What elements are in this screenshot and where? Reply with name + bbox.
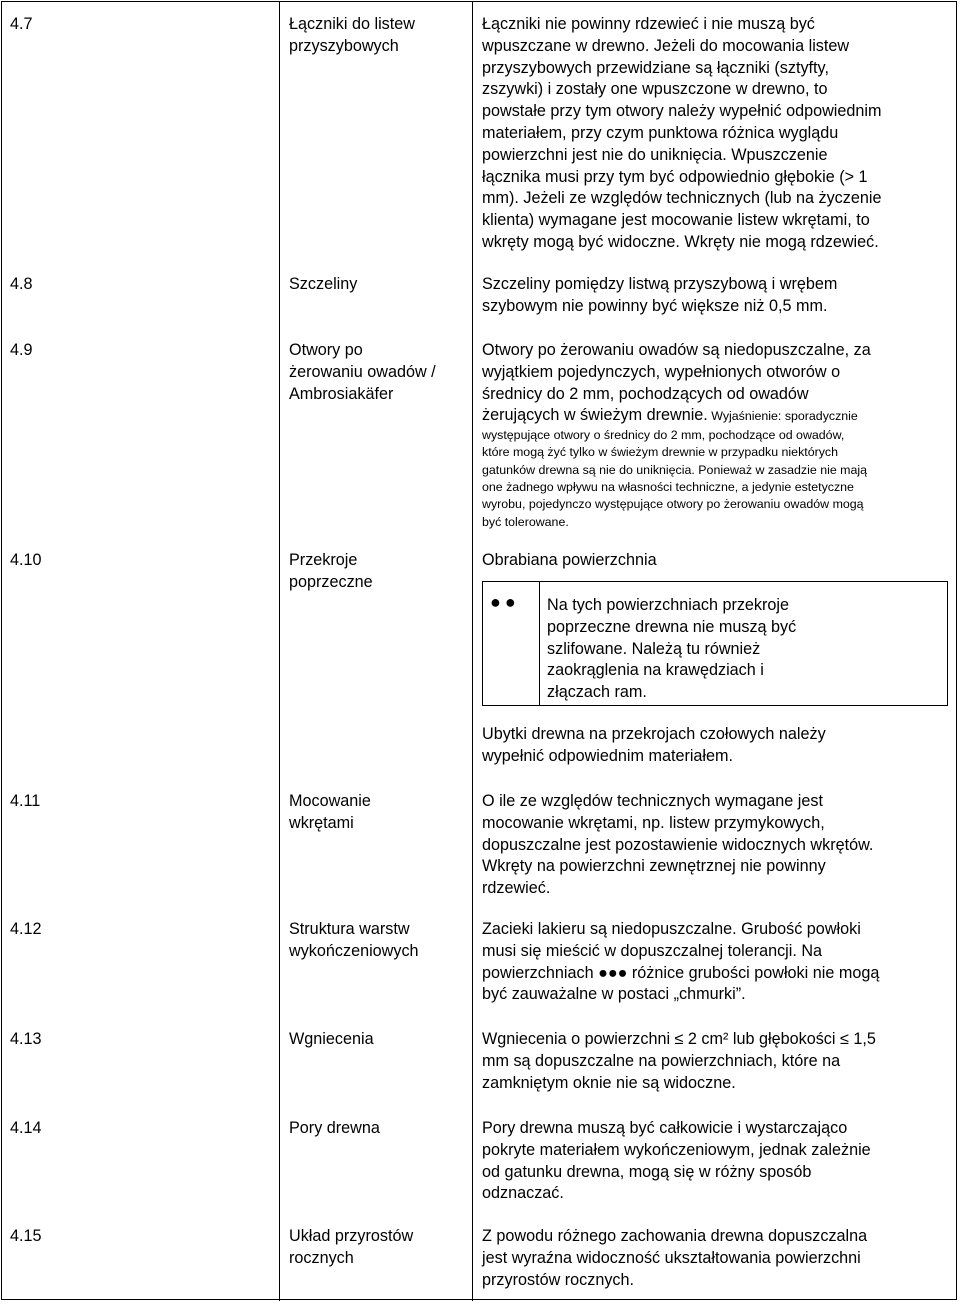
row-body xyxy=(482,1226,952,1291)
row-title-line: Otwory po xyxy=(289,341,363,359)
note-lead: Wyjaśnienie: sporadycznie xyxy=(707,409,858,424)
row-number: 4.9 xyxy=(10,341,33,359)
body-line: dopuszczalne jest pozostawienie widocznych wkrętów. xyxy=(482,835,874,854)
body-line: wyjątkiem pojedynczych, wypełnionych otworów o xyxy=(482,362,841,381)
surface-class-dots-icon: ●● xyxy=(490,592,520,612)
row-body xyxy=(482,340,952,531)
body-line: zamkniętym oknie nie są widoczne. xyxy=(482,1073,736,1092)
row-body-after xyxy=(482,724,952,768)
body-line: zszywki) i zostały one wpuszczone w drewno, to xyxy=(482,80,828,99)
row-title xyxy=(289,274,469,296)
row-title-line: żerowaniu owadów / xyxy=(289,362,436,381)
row-number: 4.11 xyxy=(10,792,41,810)
surface-class-box xyxy=(482,581,948,706)
body-line: szybowym nie powinny być większe niż 0,5 mm. xyxy=(482,296,828,315)
note-line: wyrobu, pojedynczo występujące otwory po żerowaniu owadów mogą xyxy=(482,497,864,512)
row-number: 4.12 xyxy=(10,920,42,938)
row-body xyxy=(482,274,952,318)
column-divider-2 xyxy=(472,1,473,1301)
note-line: być tolerowane. xyxy=(482,514,569,529)
row-title-line: rocznych xyxy=(289,1248,354,1267)
body-line: mm są dopuszczalne na powierzchniach, które na xyxy=(482,1051,841,1070)
body-line: mocowanie wkrętami, np. listew przymykowych, xyxy=(482,813,825,832)
row-title xyxy=(289,1029,469,1051)
body-line: Zacieki lakieru są niedopuszczalne. Grubość powłoki xyxy=(482,920,861,938)
body-line: musi się mieścić w dopuszczalnej tolerancji. Na xyxy=(482,941,823,960)
box-line: złączach ram. xyxy=(547,683,647,702)
row-title-line: poprzeczne xyxy=(289,572,373,591)
row-title xyxy=(289,1226,469,1270)
row-title-line: Szczeliny xyxy=(289,275,358,293)
body-line: pokryte materiałem wykończeniowym, jednak zależnie xyxy=(482,1140,871,1159)
body-line: Obrabiana powierzchnia xyxy=(482,551,657,569)
row-body xyxy=(482,791,952,900)
row-title xyxy=(289,550,469,594)
body-line: Szczeliny pomiędzy listwą przyszybową i wrębem xyxy=(482,275,838,293)
note-line: występujące otwory o średnicy do 2 mm, pochodzące od owadów, xyxy=(482,428,845,443)
body-line: mm). Jeżeli ze względów technicznych (lub na życzenie xyxy=(482,189,882,208)
row-body xyxy=(482,550,952,572)
row-title-line: Mocowanie xyxy=(289,792,371,810)
row-number: 4.14 xyxy=(10,1119,42,1137)
body-line: klienta) wymagane jest mocowanie listew wkrętami, to xyxy=(482,211,870,230)
row-title-line: Ambrosiakäfer xyxy=(289,384,394,403)
row-title xyxy=(289,14,469,58)
body-line: rdzewieć. xyxy=(482,879,551,898)
body-text: żerujących w świeżym drewnie. xyxy=(482,406,708,425)
row-number: 4.13 xyxy=(10,1030,42,1048)
body-line: materiałem, przy czym punktowa różnica wyglądu xyxy=(482,123,839,142)
body-line: powierzchniach ●●● różnice grubości powłoki nie mogą xyxy=(482,963,880,982)
row-title-line: Przekroje xyxy=(289,551,358,569)
column-divider-1 xyxy=(279,1,280,1301)
body-line: wpuszczane w drewno. Jeżeli do mocowania listew xyxy=(482,36,850,55)
note-text xyxy=(482,427,952,531)
body-line: przyrostów rocznych. xyxy=(482,1270,635,1289)
row-title-line: przyszybowych xyxy=(289,36,399,55)
row-title-line: Łączniki do listew xyxy=(289,15,415,33)
row-title-line: Struktura warstw xyxy=(289,920,410,938)
body-line: być zauważalne w postaci „chmurki”. xyxy=(482,985,746,1004)
row-body xyxy=(482,1029,952,1094)
note-line: gatunków drewna są nie do uniknięcia. Ponieważ w zasadzie nie mają xyxy=(482,462,868,477)
body-line: Łączniki nie powinny rdzewieć i nie muszą być xyxy=(482,15,815,33)
row-number: 4.15 xyxy=(10,1227,42,1245)
body-line: jest wyraźna widoczność ukształtowania powierzchni xyxy=(482,1248,861,1267)
row-title xyxy=(289,340,469,405)
body-line: łącznika musi przy tym być odpowiednio głębokie (> 1 xyxy=(482,167,868,186)
row-title-line: Wgniecenia xyxy=(289,1030,374,1048)
body-line: Wgniecenia o powierzchni ≤ 2 cm² lub głębokości ≤ 1,5 xyxy=(482,1030,876,1048)
row-title xyxy=(289,791,469,835)
row-number: 4.10 xyxy=(10,551,42,569)
row-number: 4.8 xyxy=(10,275,33,293)
body-line: wypełnić odpowiednim materiałem. xyxy=(482,746,734,765)
surface-class-text xyxy=(547,595,847,704)
body-line: Pory drewna muszą być całkowicie i wystarczająco xyxy=(482,1119,848,1137)
body-line: powstałe przy tym otwory należy wypełnić odpowiednim xyxy=(482,102,882,121)
body-line: Otwory po żerowaniu owadów są niedopuszczalne, za xyxy=(482,341,871,359)
row-body xyxy=(482,919,952,1006)
body-line: Ubytki drewna na przekrojach czołowych należy xyxy=(482,725,826,743)
row-body xyxy=(482,1118,952,1205)
row-title-line: Układ przyrostów xyxy=(289,1227,414,1245)
box-line: Na tych powierzchniach przekroje xyxy=(547,596,790,614)
row-title xyxy=(289,919,469,963)
body-line: O ile ze względów technicznych wymagane jest xyxy=(482,792,823,810)
body-line: Z powodu różnego zachowania drewna dopuszczalna xyxy=(482,1227,868,1245)
body-line: wkręty mogą być widoczne. Wkręty nie mogą rdzewieć. xyxy=(482,232,879,251)
box-line: szlifowane. Należą tu również xyxy=(547,639,761,658)
box-line: poprzeczne drewna nie muszą być xyxy=(547,617,797,636)
row-title-line: wkrętami xyxy=(289,813,354,832)
body-line: Wkręty na powierzchni zewnętrznej nie powinny xyxy=(482,857,826,876)
box-divider xyxy=(539,582,540,705)
row-title xyxy=(289,1118,469,1140)
body-line xyxy=(482,405,952,427)
row-body xyxy=(482,14,952,254)
row-number: 4.7 xyxy=(10,15,33,33)
body-line: od gatunku drewna, mogą się w różny sposób xyxy=(482,1162,812,1181)
body-line: powierzchni jest nie do uniknięcia. Wpuszczenie xyxy=(482,145,828,164)
box-line: zaokrąglenia na krawędziach i xyxy=(547,661,764,680)
note-line: które mogą żyć tylko w świeżym drewnie w przypadku niektórych xyxy=(482,445,839,460)
row-title-line: wykończeniowych xyxy=(289,941,419,960)
note-line: one żadnego wpływu na własności techniczne, a jedynie estetyczne xyxy=(482,480,854,495)
body-line: średnicy do 2 mm, pochodzących od owadów xyxy=(482,384,809,403)
body-line: przyszybowych przewidziane są łączniki (sztyfty, xyxy=(482,58,829,77)
row-title-line: Pory drewna xyxy=(289,1119,380,1137)
body-line: odznaczać. xyxy=(482,1184,564,1203)
